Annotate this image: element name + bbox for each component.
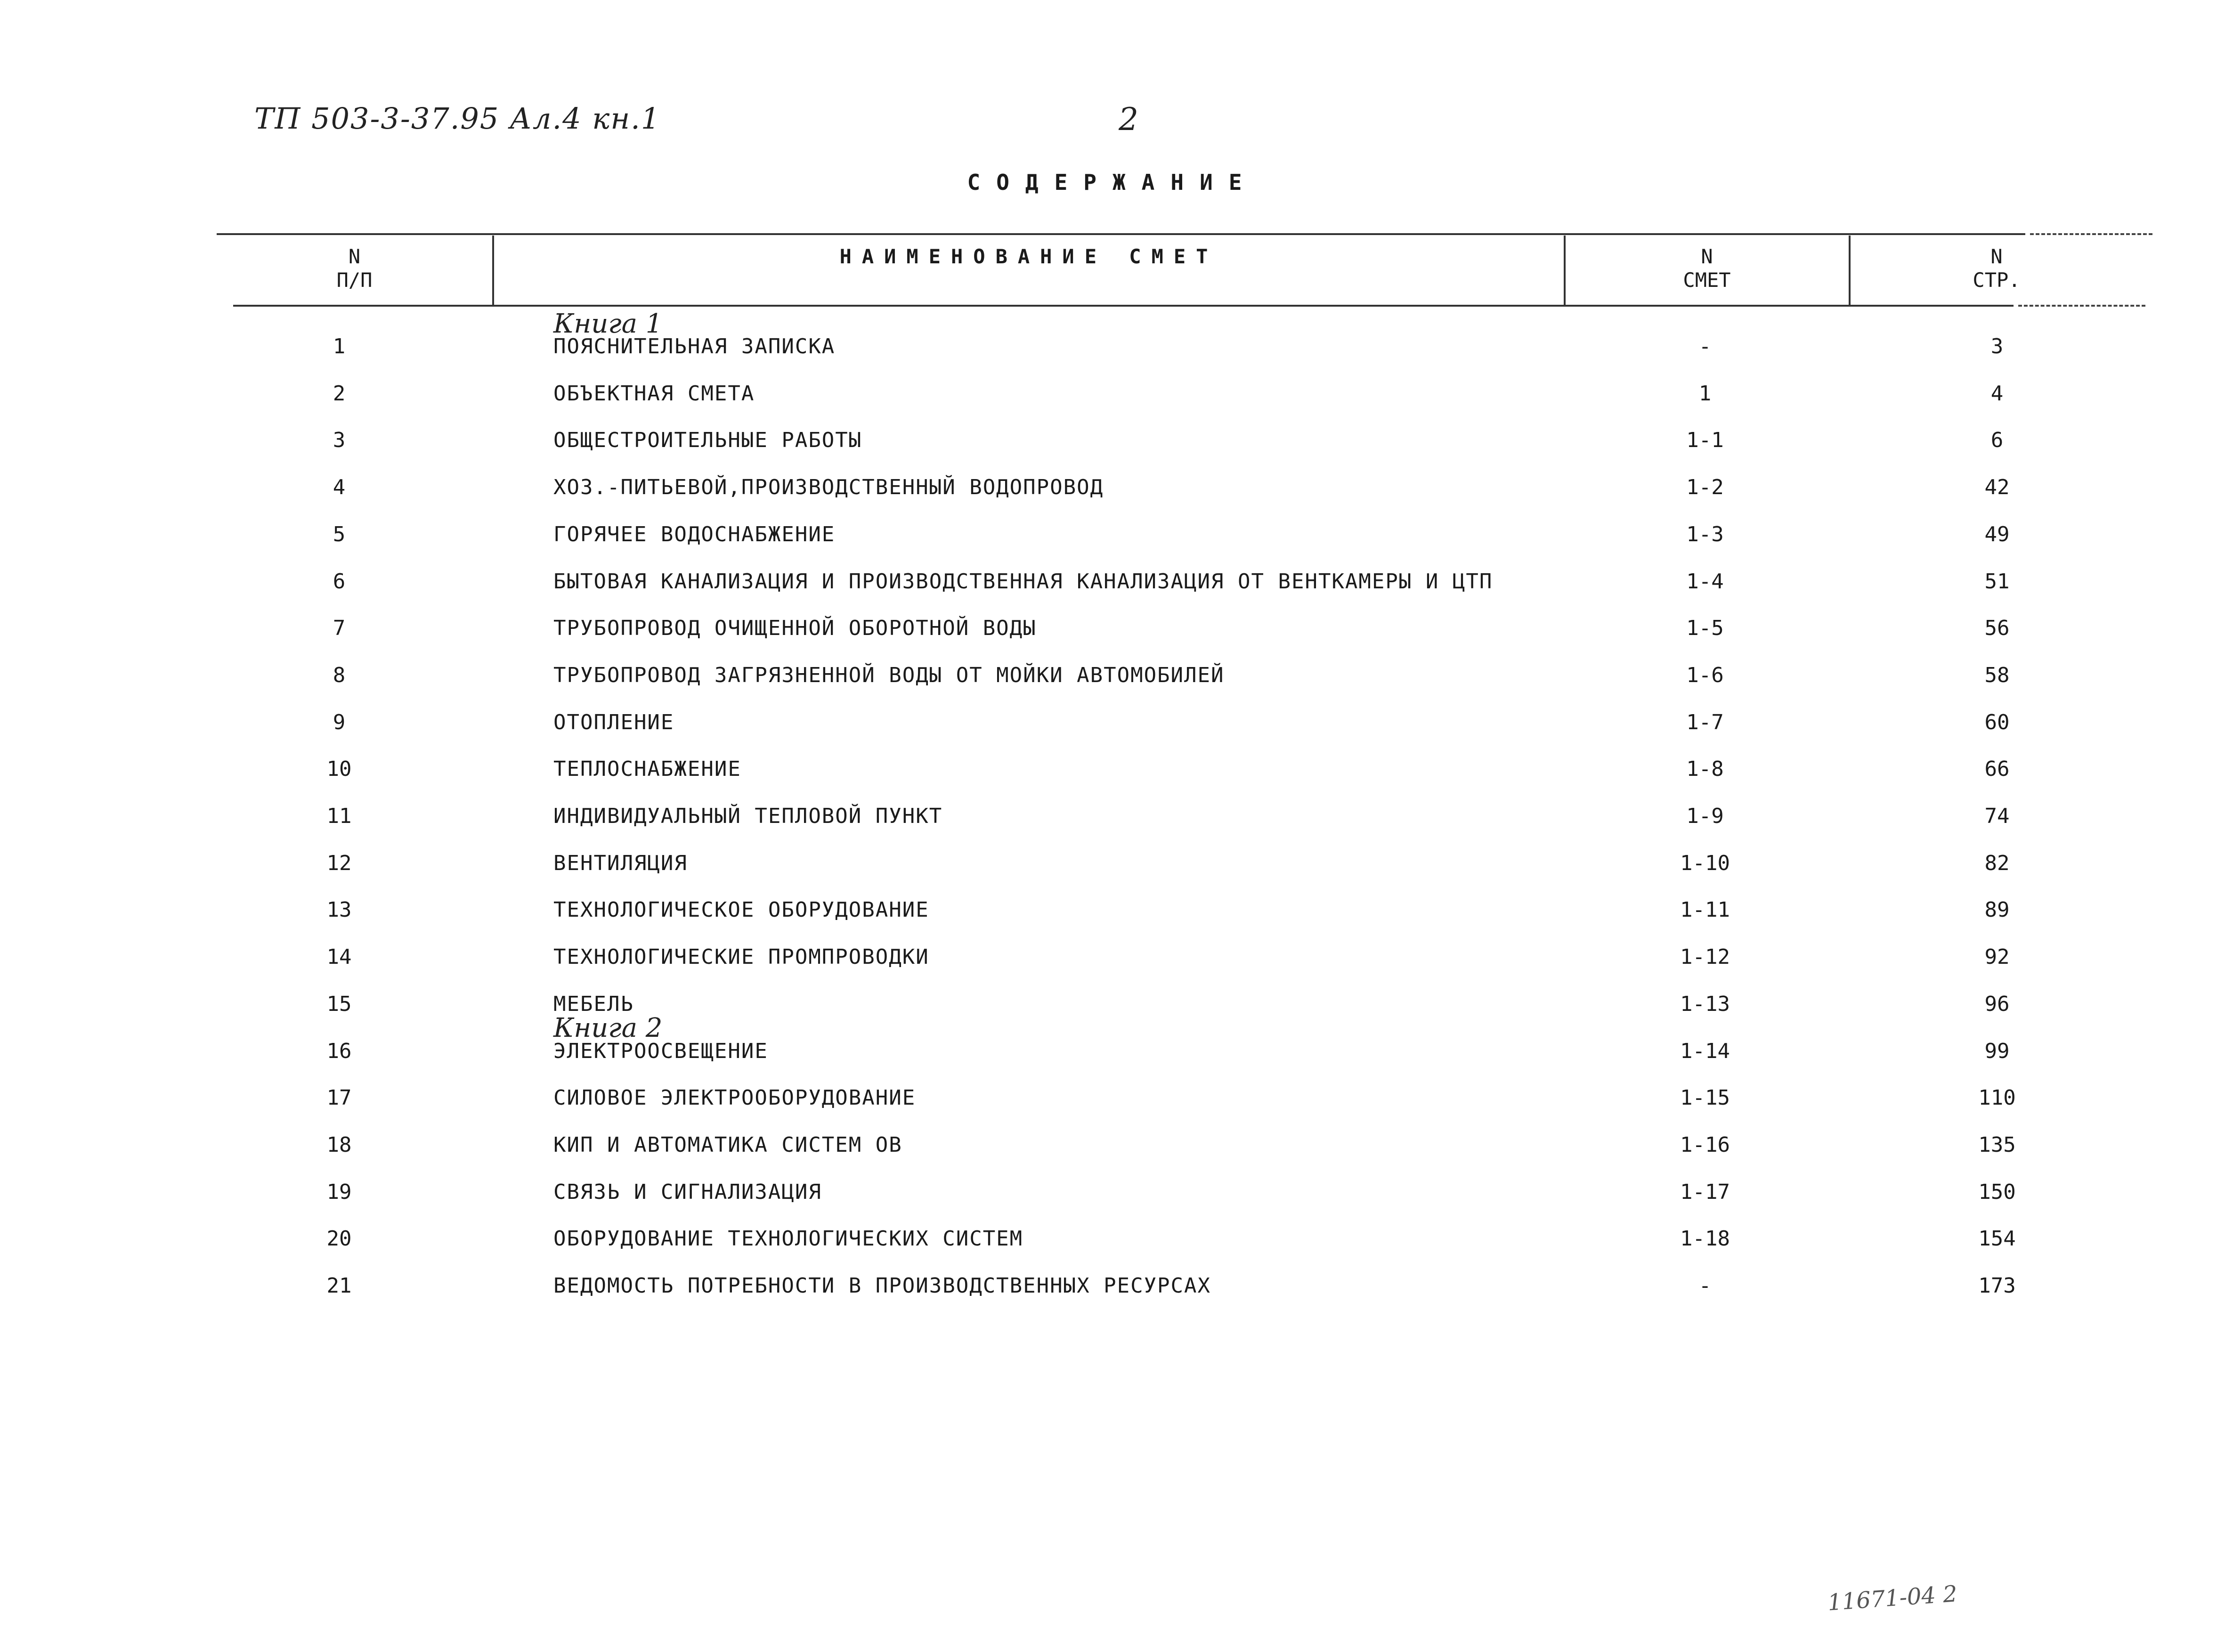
page-number-cell: 92 <box>1984 945 2010 969</box>
estimate-name: ВЕДОМОСТЬ ПОТРЕБНОСТИ В ПРОИЗВОДСТВЕННЫХ РЕСУРСАХ <box>553 1274 1211 1298</box>
table-row <box>0 381 2225 407</box>
estimate-name: ОБОРУДОВАНИЕ ТЕХНОЛОГИЧЕСКИХ СИСТЕМ <box>553 1227 1023 1251</box>
page-title: СОДЕРЖАНИЕ <box>967 170 1258 195</box>
page-number-cell: 51 <box>1984 570 2010 594</box>
row-number: 7 <box>333 616 346 640</box>
estimate-name: ТРУБОПРОВОД ОЧИЩЕННОЙ ОБОРОТНОЙ ВОДЫ <box>553 616 1037 640</box>
estimate-name: СИЛОВОЕ ЭЛЕКТРООБОРУДОВАНИЕ <box>553 1086 916 1110</box>
table-row <box>0 474 2225 501</box>
column-header-estimate-code: N СМЕТ <box>1683 245 1731 292</box>
estimate-code: 1-5 <box>1686 616 1724 640</box>
page-number: 2 <box>1119 101 1138 138</box>
estimate-code: 1 <box>1698 382 1712 406</box>
estimate-name: ТЕХНОЛОГИЧЕСКОЕ ОБОРУДОВАНИЕ <box>553 898 929 922</box>
estimate-name: ПОЯСНИТЕЛЬНАЯ ЗАПИСКА <box>553 334 836 358</box>
page-number-cell: 56 <box>1984 616 2010 640</box>
estimate-code: - <box>1698 334 1712 358</box>
estimate-code: 1-16 <box>1680 1133 1730 1157</box>
table-row <box>0 944 2225 970</box>
row-number: 12 <box>326 851 352 875</box>
estimate-code: 1-6 <box>1686 663 1724 687</box>
table-row <box>0 1132 2225 1158</box>
row-number: 13 <box>326 898 352 922</box>
estimate-name: БЫТОВАЯ КАНАЛИЗАЦИЯ И ПРОИЗВОДСТВЕННАЯ КАНАЛИЗАЦИЯ ОТ ВЕНТКАМЕРЫ И ЦТП <box>553 570 1493 594</box>
estimate-name: ОБЪЕКТНАЯ СМЕТА <box>553 382 755 406</box>
estimate-code: 1-9 <box>1686 804 1724 828</box>
table-row <box>0 569 2225 595</box>
page-number-cell: 150 <box>1978 1180 2016 1204</box>
page-number-cell: 6 <box>1990 428 2004 452</box>
table-row <box>0 850 2225 877</box>
row-number: 6 <box>333 570 346 594</box>
estimate-code: 1-3 <box>1686 522 1724 546</box>
row-number: 4 <box>333 475 346 499</box>
row-number: 1 <box>333 334 346 358</box>
page-number-cell: 60 <box>1984 710 2010 734</box>
table-row <box>0 803 2225 830</box>
row-number: 3 <box>333 428 346 452</box>
estimate-code: 1-11 <box>1680 898 1730 922</box>
estimate-name: ГОРЯЧЕЕ ВОДОСНАБЖЕНИЕ <box>553 522 836 546</box>
book-label: Книга 1 <box>553 309 663 339</box>
estimate-name: ИНДИВИДУАЛЬНЫЙ ТЕПЛОВОЙ ПУНКТ <box>553 804 943 828</box>
table-row <box>0 1179 2225 1205</box>
estimate-code: 1-14 <box>1680 1039 1730 1063</box>
table-row <box>0 1038 2225 1065</box>
estimate-code: 1-10 <box>1680 851 1730 875</box>
estimate-code: 1-17 <box>1680 1180 1730 1204</box>
page-number-cell: 4 <box>1990 382 2004 406</box>
page-number-cell: 154 <box>1978 1227 2016 1251</box>
row-number: 2 <box>333 382 346 406</box>
page-number-cell: 82 <box>1984 851 2010 875</box>
estimate-name: ОТОПЛЕНИЕ <box>553 710 674 734</box>
table-row <box>0 1273 2225 1299</box>
page-number-cell: 66 <box>1984 757 2010 781</box>
table-row <box>0 521 2225 548</box>
page-number-cell: 110 <box>1978 1086 2016 1110</box>
estimate-name: МЕБЕЛЬ <box>553 992 634 1016</box>
estimate-code: 1-13 <box>1680 992 1730 1016</box>
estimate-name: ОБЩЕСТРОИТЕЛЬНЫЕ РАБОТЫ <box>553 428 862 452</box>
estimate-name: СВЯЗЬ И СИГНАЛИЗАЦИЯ <box>553 1180 822 1204</box>
page-number-cell: 99 <box>1984 1039 2010 1063</box>
page-number-cell: 58 <box>1984 663 2010 687</box>
row-number: 5 <box>333 522 346 546</box>
table-row <box>0 1226 2225 1252</box>
page-number-cell: 96 <box>1984 992 2010 1016</box>
table-row <box>0 427 2225 454</box>
page-number-cell: 135 <box>1978 1133 2016 1157</box>
estimate-code: 1-15 <box>1680 1086 1730 1110</box>
estimate-code: 1-8 <box>1686 757 1724 781</box>
estimate-name: ЭЛЕКТРООСВЕЩЕНИЕ <box>553 1039 768 1063</box>
estimate-code: - <box>1698 1274 1712 1298</box>
estimate-name: ТЕХНОЛОГИЧЕСКИЕ ПРОМПРОВОДКИ <box>553 945 929 969</box>
estimate-code: 1-7 <box>1686 710 1724 734</box>
estimate-name: ТЕПЛОСНАБЖЕНИЕ <box>553 757 741 781</box>
page-number-cell: 89 <box>1984 898 2010 922</box>
book-label: Книга 2 <box>553 1013 663 1043</box>
row-number: 16 <box>326 1039 352 1063</box>
table-row <box>0 1085 2225 1111</box>
table-row <box>0 709 2225 736</box>
table-row <box>0 756 2225 782</box>
table-row <box>0 615 2225 642</box>
row-number: 19 <box>326 1180 352 1204</box>
estimate-name: ВЕНТИЛЯЦИЯ <box>553 851 688 875</box>
row-number: 17 <box>326 1086 352 1110</box>
table-row <box>0 662 2225 689</box>
archive-stamp: 11671-04 2 <box>1827 1580 1958 1616</box>
column-header-page: N СТР. <box>1973 245 2021 292</box>
estimate-code: 1-18 <box>1680 1227 1730 1251</box>
estimate-name: ТРУБОПРОВОД ЗАГРЯЗНЕННОЙ ВОДЫ ОТ МОЙКИ АВТОМОБИЛЕЙ <box>553 663 1225 687</box>
row-number: 21 <box>326 1274 352 1298</box>
page-number-cell: 74 <box>1984 804 2010 828</box>
estimate-code: 1-1 <box>1686 428 1724 452</box>
estimate-code: 1-4 <box>1686 570 1724 594</box>
estimate-code: 1-2 <box>1686 475 1724 499</box>
table-row <box>0 897 2225 923</box>
document-code: ТП 503-3-37.95 Ал.4 кн.1 <box>254 101 661 136</box>
table-row <box>0 991 2225 1017</box>
table-row <box>0 334 2225 360</box>
row-number: 8 <box>333 663 346 687</box>
row-number: 20 <box>326 1227 352 1251</box>
page-number-cell: 42 <box>1984 475 2010 499</box>
estimate-name: ХОЗ.-ПИТЬЕВОЙ,ПРОИЗВОДСТВЕННЫЙ ВОДОПРОВОД <box>553 475 1104 499</box>
page-number-cell: 3 <box>1990 334 2004 358</box>
page-number-cell: 49 <box>1984 522 2010 546</box>
row-number: 14 <box>326 945 352 969</box>
row-number: 11 <box>326 804 352 828</box>
row-number: 10 <box>326 757 352 781</box>
estimate-code: 1-12 <box>1680 945 1730 969</box>
row-number: 18 <box>326 1133 352 1157</box>
column-header-name: НАИМЕНОВАНИЕ СМЕТ <box>839 245 1218 268</box>
row-number: 15 <box>326 992 352 1016</box>
estimate-name: КИП И АВТОМАТИКА СИСТЕМ ОВ <box>553 1133 902 1157</box>
row-number: 9 <box>333 710 346 734</box>
column-header-number: N П/П <box>336 245 373 292</box>
page-number-cell: 173 <box>1978 1274 2016 1298</box>
